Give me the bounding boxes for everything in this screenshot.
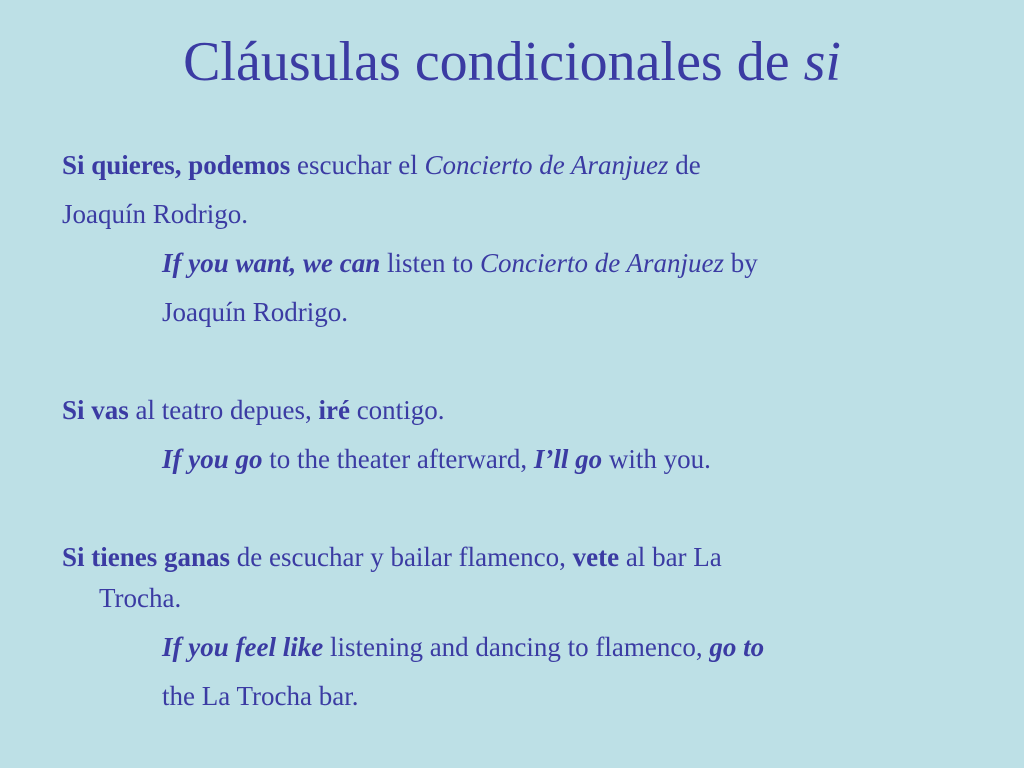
conditional-clause: Si tienes ganas [62, 542, 231, 572]
text: Joaquín Rodrigo. [62, 199, 248, 229]
work-title: Concierto de Aranjuez [480, 248, 725, 278]
text: de escuchar y bailar flamenco, [230, 542, 573, 572]
conditional-clause: If you feel like [162, 632, 324, 662]
example-1-english-line-1 [162, 243, 758, 283]
example-2-spanish-line-1 [62, 390, 444, 430]
example-3-spanish-line-2 [99, 578, 181, 618]
example-3-english-line-2 [162, 676, 358, 716]
title-text: Cláusulas condicionales de [183, 31, 804, 93]
text: by [724, 248, 758, 278]
text: Joaquín Rodrigo. [162, 297, 348, 327]
example-1-english-line-2 [162, 292, 348, 332]
conditional-clause: If you go [162, 444, 263, 474]
example-3-spanish-line-1 [62, 537, 722, 577]
result-clause: go to [709, 632, 765, 662]
text: Trocha. [99, 583, 182, 613]
example-1-spanish-line-1 [62, 145, 701, 185]
slide-title [0, 22, 1024, 102]
example-3-english-line-1 [162, 627, 764, 667]
example-2-english-line-1 [162, 439, 711, 479]
result-clause: vete [572, 542, 620, 572]
conditional-clause: Si vas [62, 395, 129, 425]
text: de [668, 150, 701, 180]
example-1-spanish-line-2 [62, 194, 248, 234]
result-clause: I’ll go [533, 444, 603, 474]
text: al teatro depues, [128, 395, 319, 425]
text: with you. [602, 444, 711, 474]
title-italic-si: si [803, 31, 841, 93]
conditional-clause: If you want, we can [162, 248, 381, 278]
text: escuchar el [290, 150, 425, 180]
result-clause: iré [318, 395, 350, 425]
text: listen to [380, 248, 481, 278]
text: listening and dancing to flamenco, [323, 632, 710, 662]
text: to the theater afterward, [262, 444, 534, 474]
text: the La Trocha bar. [162, 681, 359, 711]
work-title: Concierto de Aranjuez [424, 150, 669, 180]
text: al bar La [619, 542, 722, 572]
text: contigo. [349, 395, 445, 425]
conditional-clause: Si quieres, podemos [62, 150, 291, 180]
